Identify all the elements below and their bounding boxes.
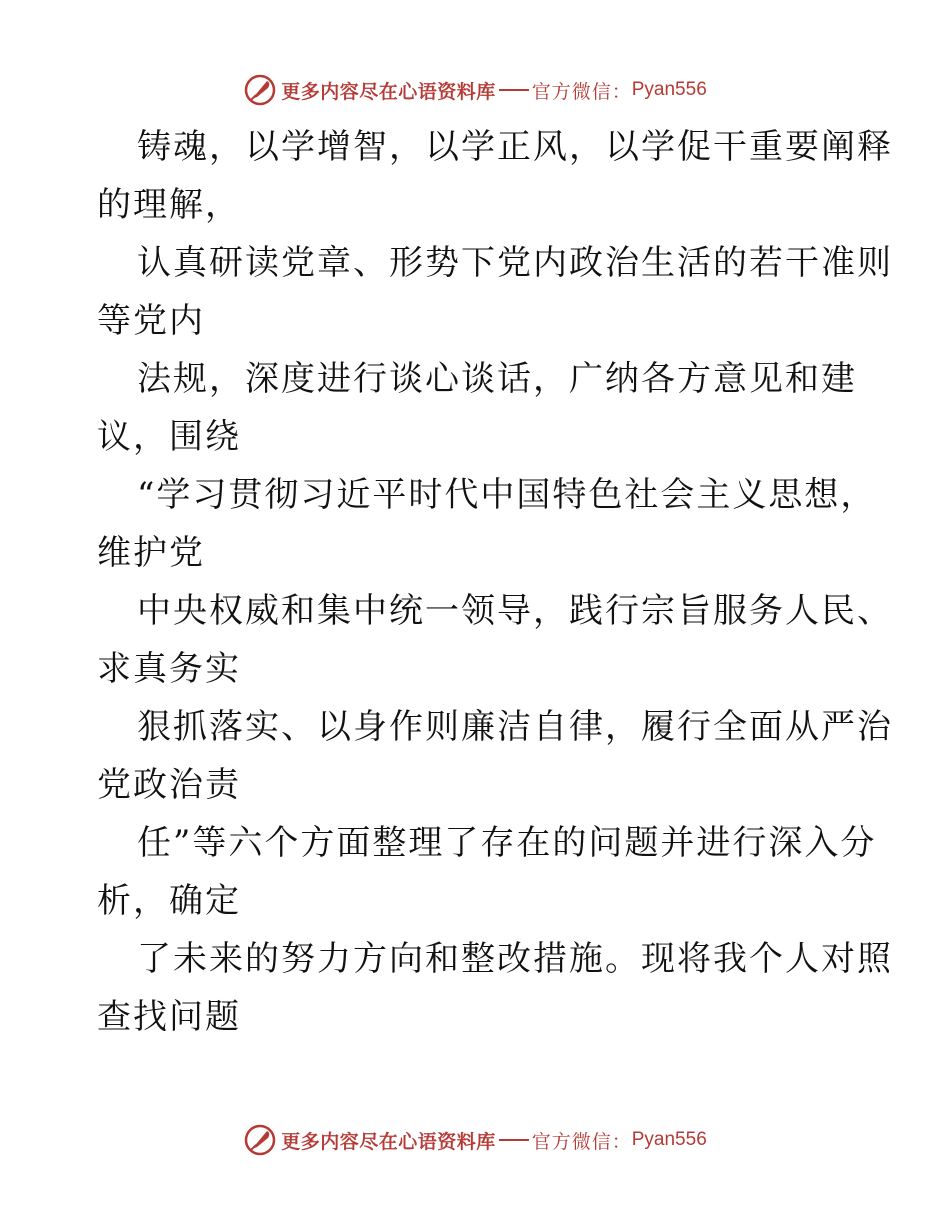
body-line: 析，确定 [97, 881, 241, 921]
body-line: 法规，深度进行谈心谈话，广纳各方意见和建 [137, 359, 857, 399]
body-line: 求真务实 [97, 649, 241, 689]
footer-banner [0, 1120, 950, 1160]
banner-dash [499, 89, 529, 91]
body-line: 等党内 [97, 301, 205, 341]
body-line: 任”等六个方面整理了存在的问题并进行深入分 [137, 823, 877, 863]
body-line: 了未来的努力方向和整改措施。现将我个人对照 [137, 939, 893, 979]
banner-wechat-label: 官方微信： [531, 80, 632, 103]
document-body [97, 118, 893, 1046]
body-line: 中央权威和集中统一领导，践行宗旨服务人民、 [137, 591, 893, 631]
banner-title: 更多内容尽在心语资料库 [281, 80, 496, 103]
banner-wechat-id: Pyan556 [631, 79, 707, 100]
body-line: 认真研读党章、形势下党内政治生活的若干准则 [137, 243, 893, 283]
body-line: 的理解， [97, 185, 241, 225]
banner-wechat-id: Pyan556 [631, 1129, 707, 1150]
body-line: 查找问题 [97, 997, 241, 1037]
feather-pen-logo-icon [243, 73, 277, 107]
body-line: 议，围绕 [97, 417, 241, 457]
feather-pen-logo-icon [243, 1123, 277, 1157]
header-banner [0, 70, 950, 110]
body-line: 狠抓落实、以身作则廉洁自律，履行全面从严治 [137, 707, 893, 747]
body-line: “学习贯彻习近平时代中国特色社会主义思想， [137, 475, 877, 515]
body-line: 维护党 [97, 533, 205, 573]
body-line: 党政治责 [97, 765, 241, 805]
banner-wechat-label: 官方微信： [531, 1130, 632, 1153]
banner-dash [499, 1139, 529, 1141]
body-line: 铸魂，以学增智，以学正风，以学促干重要阐释 [137, 127, 893, 167]
banner-title: 更多内容尽在心语资料库 [281, 1130, 496, 1153]
